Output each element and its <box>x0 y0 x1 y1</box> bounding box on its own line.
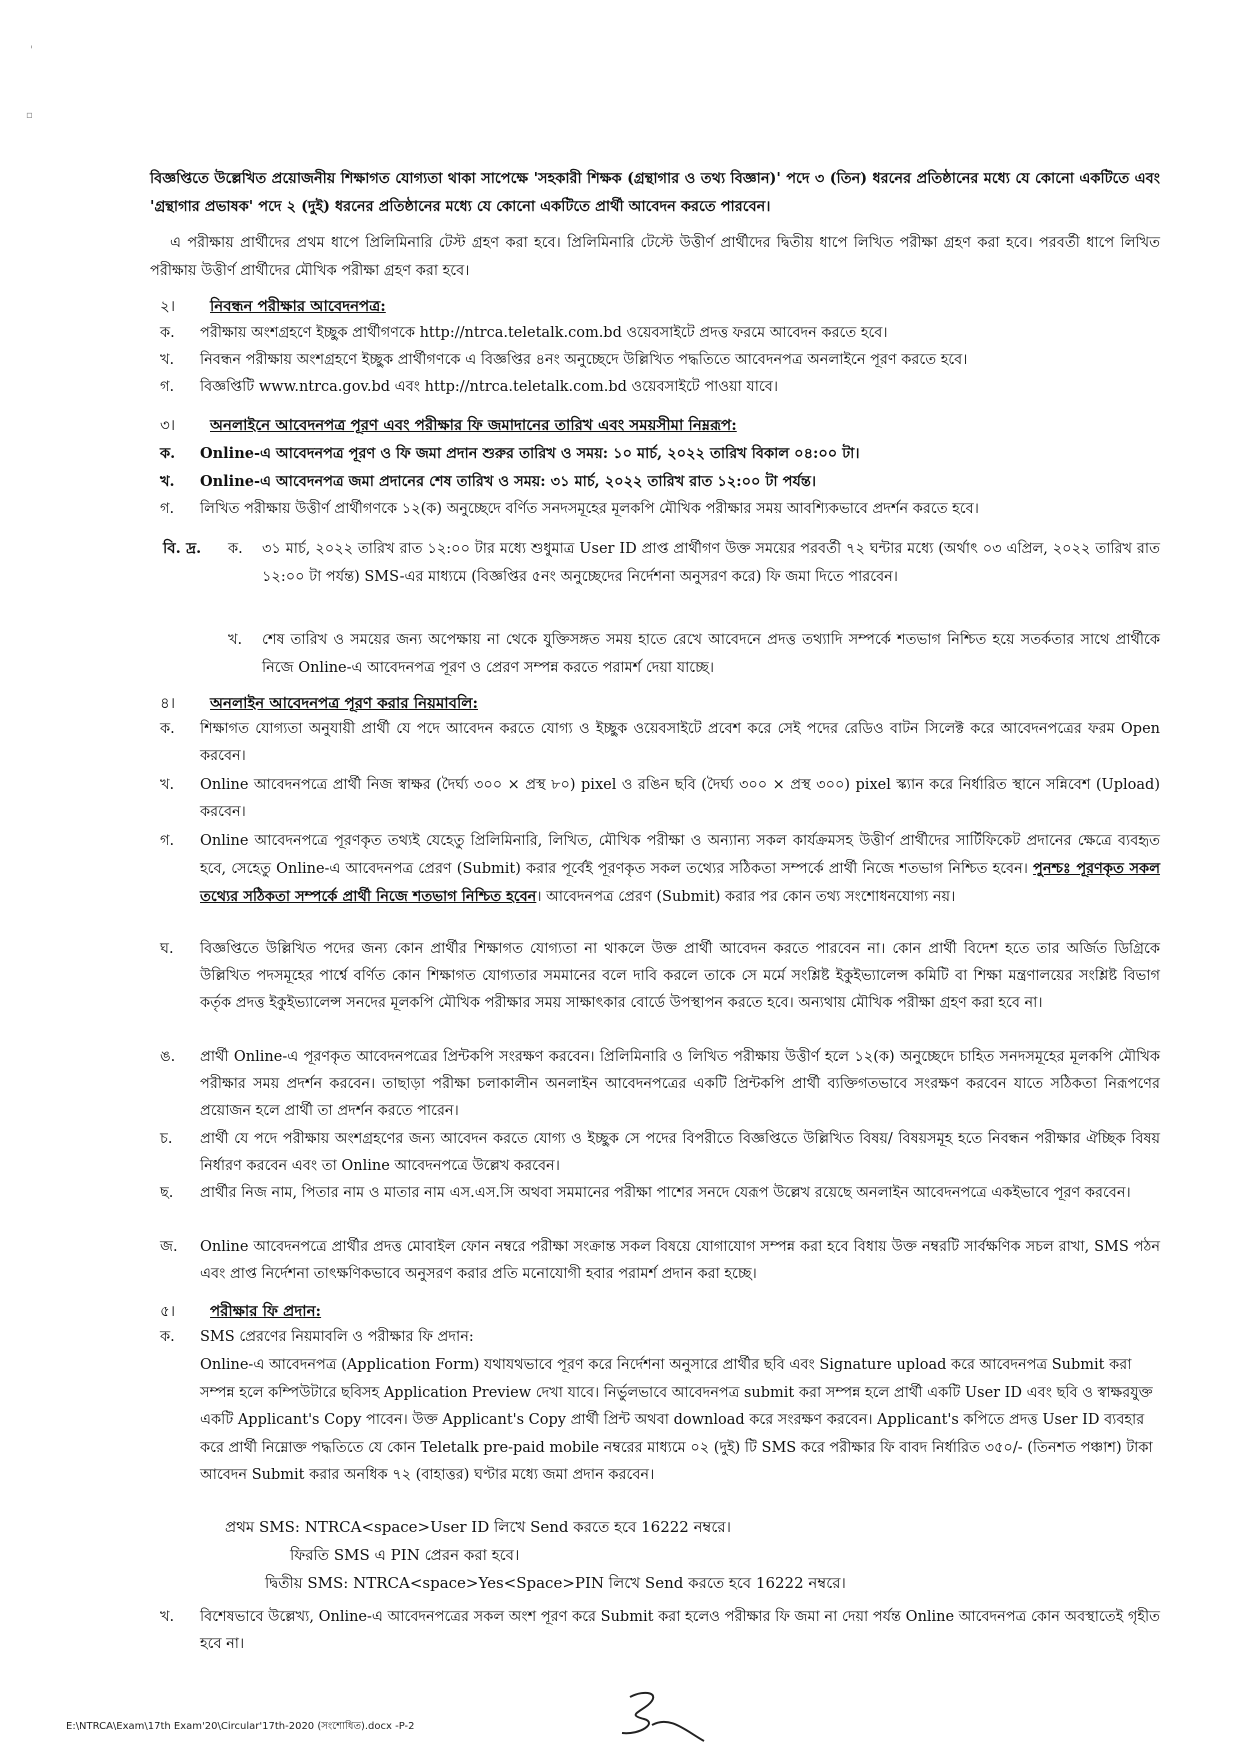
signature-mark <box>600 1685 710 1745</box>
sms-instruction-first: প্রথম SMS: NTRCA<space>User ID লিখে Send করতে হবে 16222 নম্বরে। <box>225 1518 732 1536</box>
section-title: অনলাইনে আবেদনপত্র পূরণ এবং পরীক্ষার ফি জমাদানের তারিখ এবং সময়সীমা নিম্নরূপ: <box>210 416 737 434</box>
section-number: ৩। <box>160 416 176 434</box>
section-number: ৫। <box>160 1302 176 1320</box>
scan-speck: ▫ <box>26 110 33 121</box>
scan-speck: ' <box>30 45 33 56</box>
list-item: ক. Online-এ আবেদনপত্র পূরণ ও ফি জমা প্রদান শুরুর তারিখ ও সময়: ১০ মার্চ, ২০২২ তারিখ বিকাল ০৪:০০ টা। <box>160 445 860 462</box>
list-item: খ. Online আবেদনপত্রে প্রার্থী নিজ স্বাক্ষর (দৈর্ঘ্য ৩০০ × প্রস্থ ৮০) pixel ও রঙিন ছবি (দৈর্ঘ্য ৩০০ × প্রস্থ ৩০০) pixel স্ক্যান করে নির্ধারিত স্থানে সন্নিবেশ (Upload) করবেন। <box>160 777 1160 820</box>
list-item: ক. পরীক্ষায় অংশগ্রহণে ইচ্ছুক প্রার্থীগণকে http://ntrca.teletalk.com.bd ওয়েবসাইটে প্রদত্ত ফরমে আবেদন করতে হবে। <box>160 325 888 341</box>
list-item: খ. নিবন্ধন পরীক্ষায় অংশগ্রহণে ইচ্ছুক প্রার্থীগণকে এ বিজ্ঞপ্তির ৪নং অনুচ্ছেদে উল্লিখিত পদ্ধতিতে আবেদনপত্র অনলাইনে পূরণ করতে হবে। <box>160 352 968 368</box>
intro-paragraph: এ পরীক্ষায় প্রার্থীদের প্রথম ধাপে প্রিলিমিনারি টেস্ট গ্রহণ করা হবে। প্রিলিমিনারি টেস্টে উত্তীর্ণ প্রার্থীদের দ্বিতীয় ধাপে লিখিত পরীক্ষা গ্রহণ করা হবে। পরবর্তী ধাপে লিখিত পরীক্ষায় উত্তীর্ণ প্রার্থীদের মৌখিক পরীক্ষা গ্রহণ করা হবে। <box>150 235 1160 279</box>
sms-reply-note: ফিরতি SMS এ PIN প্রেরন করা হবে। <box>290 1546 520 1564</box>
list-item: খ. বিশেষভাবে উল্লেখ্য, Online-এ আবেদনপত্রের সকল অংশ পূরণ করে Submit করা হলেও পরীক্ষার ফি জমা না দেয়া পর্যন্ত Online আবেদনপত্র কোন অবস্থাতেই গৃহীত হবে না। <box>160 1609 1160 1652</box>
sms-instruction-second: দ্বিতীয় SMS: NTRCA<space>Yes<Space>PIN লিখে Send করতে হবে 16222 নম্বরে। <box>265 1574 846 1592</box>
note-item: ক. ৩১ মার্চ, ২০২২ তারিখ রাত ১২:০০ টার মধ্যে শুধুমাত্র User ID প্রাপ্ত প্রার্থীগণ উক্ত সময়ের পরবর্তী ৭২ ঘন্টার মধ্যে (অর্থাৎ ০৩ এপ্রিল, ২০২২ তারিখ রাত ১২:০০ টা পর্যন্ত) SMS-এর মাধ্যমে (বিজ্ঞপ্তির ৫নং অনুচ্ছেদের নির্দেশনা অনুসরণ করে) ফি জমা দিতে পারবেন। <box>228 541 1160 585</box>
file-path-footer: E:\NTRCA\Exam\17th Exam'20\Circular'17th-2020 (সংশোধিত).docx -P-2 <box>66 1721 415 1732</box>
fee-paragraph: Online-এ আবেদনপত্র (Application Form) যথাযথভাবে পূরণ করে নির্দেশনা অনুসারে প্রার্থীর ছবি এবং Signature upload করে আবেদনপত্র Submit করা সম্পন্ন হলে কম্পিউটারে ছবিসহ Application Preview দেখা যাবে। নির্ভুলভাবে আবেদনপত্র submit করা সম্পন্ন হলে প্রার্থী একটি User ID এবং ছবি ও স্বাক্ষরযুক্ত একটি Applicant's Copy পাবেন। উক্ত Applicant's Copy প্রার্থী প্রিন্ট অথবা download করে সংরক্ষণ করবেন। Applicant's কপিতে প্রদত্ত User ID ব্যবহার করে প্রার্থী নিম্নোক্ত পদ্ধতিতে যে কোন Teletalk pre-paid mobile নম্বরের মাধ্যমে ০২ (দুই) টি SMS করে পরীক্ষার ফি বাবদ নির্ধারিত ৩৫০/- (তিনশত পঞ্চাশ) টাকা আবেদন Submit করার অনধিক ৭২ (বাহাত্তর) ঘণ্টার মধ্যে জমা প্রদান করবেন। <box>200 1357 1153 1483</box>
list-item: খ. Online-এ আবেদনপত্র জমা প্রদানের শেষ তারিখ ও সময়: ৩১ মার্চ, ২০২২ তারিখ রাত ১২:০০ টা পর্যন্ত। <box>160 473 817 490</box>
section-title: নিবন্ধন পরীক্ষার আবেদনপত্র: <box>210 297 386 315</box>
list-item: চ. প্রার্থী যে পদে পরীক্ষায় অংশগ্রহণের জন্য আবেদন করতে যোগ্য ও ইচ্ছুক সে পদের বিপরীতে বিজ্ঞপ্তিতে উল্লিখিত বিষয়/ বিষয়সমূহ হতে নিবন্ধন পরীক্ষার ঐচ্ছিক বিষয় নির্ধারণ করবেন এবং তা Online আবেদনপত্রে উল্লেখ করবেন। <box>160 1131 1160 1174</box>
list-item: জ. Online আবেদনপত্রে প্রার্থীর প্রদত্ত মোবাইল ফোন নম্বরে পরীক্ষা সংক্রান্ত সকল বিষয়ে যোগাযোগ সম্পন্ন করা হবে বিধায় উক্ত নম্বরটি সার্বক্ষণিক সচল রাখা, SMS পঠন এবং প্রাপ্ত নির্দেশনা তাৎক্ষণিকভাবে অনুসরণ করার প্রতি মনোযোগী হবার পরামর্শ প্রদান করা হচ্ছে। <box>160 1239 1160 1282</box>
list-item: ক. SMS প্রেরণের নিয়মাবলি ও পরীক্ষার ফি প্রদান: <box>160 1329 474 1345</box>
section-number: ৪। <box>160 694 176 712</box>
intro-bold-paragraph: বিজ্ঞপ্তিতে উল্লেখিত প্রয়োজনীয় শিক্ষাগত যোগ্যতা থাকা সাপেক্ষে 'সহকারী শিক্ষক (গ্রন্থাগার ও তথ্য বিজ্ঞান)' পদে ৩ (তিন) ধরনের প্রতিষ্ঠানের মধ্যে যে কোনো একটিতে এবং 'গ্রন্থাগার প্রভাষক' পদে ২ (দুই) ধরনের প্রতিষ্ঠানের মধ্যে যে কোনো একটিতে প্রার্থী আবেদন করতে পারবেন। <box>150 170 1160 215</box>
list-item: গ. বিজ্ঞপ্তিটি www.ntrca.gov.bd এবং http://ntrca.teletalk.com.bd ওয়েবসাইটে পাওয়া যাবে। <box>160 379 779 395</box>
note-label: বি. দ্র. <box>163 539 202 557</box>
emphasis-note: পুনশ্চঃ পূরণকৃত সকল তথ্যের সঠিকতা সম্পর্কে প্রার্থী নিজে শতভাগ নিশ্চিত হবেন <box>200 860 1160 905</box>
note-item: খ. শেষ তারিখ ও সময়ের জন্য অপেক্ষায় না থেকে যুক্তিসঙ্গত সময় হাতে রেখে আবেদনে প্রদত্ত তথ্যাদি সম্পর্কে শতভাগ নিশ্চিত হয়ে সতর্কতার সাথে প্রার্থীকে নিজে Online-এ আবেদনপত্র পূরণ ও প্রেরণ সম্পন্ন করতে পরামর্শ দেয়া যাচ্ছে। <box>228 632 1160 676</box>
section-title: অনলাইন আবেদনপত্র পূরণ করার নিয়মাবলি: <box>210 694 478 712</box>
section-title: পরীক্ষার ফি প্রদান: <box>210 1302 322 1320</box>
section-number: ২। <box>160 297 176 315</box>
list-item: গ. Online আবেদনপত্রে পূরণকৃত তথ্যই যেহেতু প্রিলিমিনারি, লিখিত, মৌখিক পরীক্ষা ও অন্যান্য সকল কার্যক্রমসহ উত্তীর্ণ প্রার্থীদের সার্টিফিকেট প্রদানের ক্ষেত্রে ব্যবহৃত হবে, সেহেতু Online-এ আবেদনপত্র প্রেরণ (Submit) করার পূর্বেই পূরণকৃত সকল তথ্যের সঠিকতা সম্পর্কে প্রার্থী নিজে শতভাগ নিশ্চিত হবেন। পুনশ্চঃ পূরণকৃত সকল তথ্যের সঠিকতা সম্পর্কে প্রার্থী নিজে শতভাগ নিশ্চিত হবেন। আবেদনপত্র প্রেরণ (Submit) করার পর কোন তথ্য সংশোধনযোগ্য নয়। <box>160 833 1160 905</box>
list-item: ঙ. প্রার্থী Online-এ পূরণকৃত আবেদনপত্রের প্রিন্টকপি সংরক্ষণ করবেন। প্রিলিমিনারি ও লিখিত পরীক্ষায় উত্তীর্ণ হলে ১২(ক) অনুচ্ছেদে চাহিত সনদসমূহের মূলকপি মৌখিক পরীক্ষার সময় প্রদর্শন করবেন। তাছাড়া পরীক্ষা চলাকালীন অনলাইন আবেদনপত্রের একটি প্রিন্টকপি প্রার্থী ব্যক্তিগতভাবে সংরক্ষণ করবেন যাতে সঠিকতা নিরূপণের প্রয়োজন হলে প্রার্থী তা প্রদর্শন করতে পারেন। <box>160 1049 1160 1119</box>
list-item: ছ. প্রার্থীর নিজ নাম, পিতার নাম ও মাতার নাম এস.এস.সি অথবা সমমানের পরীক্ষা পাশের সনদে যেরূপ উল্লেখ রয়েছে অনলাইন আবেদনপত্রে একইভাবে পূরণ করবেন। <box>160 1185 1131 1201</box>
list-item: ঘ. বিজ্ঞপ্তিতে উল্লিখিত পদের জন্য কোন প্রার্থীর শিক্ষাগত যোগ্যতা না থাকলে উক্ত প্রার্থী আবেদন করতে পারবেন না। কোন প্রার্থী বিদেশ হতে তার অর্জিত ডিগ্রিকে উল্লিখিত পদসমূহের পার্শ্বে বর্ণিত কোন শিক্ষাগত যোগ্যতার সমমানের বলে দাবি করলে তাকে সে মর্মে সংশ্লিষ্ট ইকুইভ্যালেন্স কমিটি বা শিক্ষা মন্ত্রণালয়ের সংশ্লিষ্ট বিভাগ কর্তৃক প্রদত্ত ইকুইভ্যালেন্স সনদের মূলকপি মৌখিক পরীক্ষার সময় সাক্ষাৎকার বোর্ডে উপস্থাপন করতে হবে। অন্যথায় মৌখিক পরীক্ষা গ্রহণ করা হবে না। <box>160 941 1160 1011</box>
list-item: গ. লিখিত পরীক্ষায় উত্তীর্ণ প্রার্থীগণকে ১২(ক) অনুচ্ছেদে বর্ণিত সনদসমূহের মূলকপি মৌখিক পরীক্ষার সময় আবশ্যিকভাবে প্রদর্শন করতে হবে। <box>160 501 979 517</box>
list-item: ক. শিক্ষাগত যোগ্যতা অনুযায়ী প্রার্থী যে পদে আবেদন করতে যোগ্য ও ইচ্ছুক ওয়েবসাইটে প্রবেশ করে সেই পদের রেডিও বাটন সিলেক্ট করে আবেদনপত্রের ফরম Open করবেন। <box>160 721 1160 764</box>
